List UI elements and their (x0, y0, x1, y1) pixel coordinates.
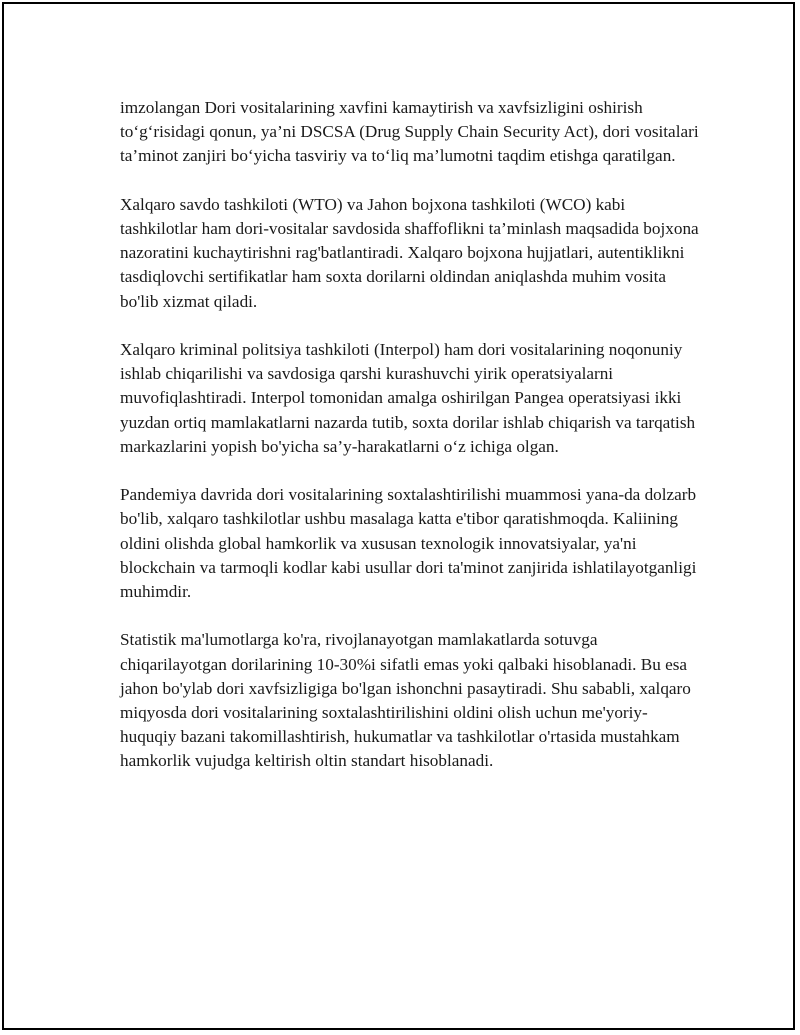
paragraph-dscsa: imzolangan Dori vositalarining xavfini kamaytirish va xavfsizligini oshirish to‘g‘risidagi qonun, ya’ni DSCSA (Drug Supply Chain Security Act), dori vositalari ta’minot zanjiri bo‘yicha tasviriy va to‘liq ma’lumotni taqdim etishga qaratilgan. (120, 98, 699, 166)
paragraph-interpol: Xalqaro kriminal politsiya tashkiloti (Interpol) ham dori vositalarining noqonuniy ishlab chiqarilishi va savdosiga qarshi kurashuvchi yirik operatsiyalarni muvofiqlashtiradi. Interpol tomonidan amalga oshirilgan Pangea operatsiyasi ikki yuzdan ortiq mamlakatlarni nazarda tutib, soxta dorilar ishlab chiqarish va tarqatish markazlarini yopish bo'yicha sa’y-harakatlarni o‘z ichiga olgan. (120, 340, 696, 456)
document-body (120, 96, 700, 798)
page-border (2, 2, 795, 1030)
paragraph-pandemic: Pandemiya davrida dori vositalarining soxtalashtirilishi muammosi yana-da dolzarb bo'lib, xalqaro tashkilotlar ushbu masalaga katta e'tibor qaratishmoqda. Kaliining oldini olishda global hamkorlik va xususan texnologik innovatsiyalar, ya'ni blockchain va tarmoqli kodlar kabi usullar dori ta'minot zanjirida ishlatilayotganligi muhimdir. (120, 485, 697, 602)
paragraph-wto-wco: Xalqaro savdo tashkiloti (WTO) va Jahon bojxona tashkiloti (WCO) kabi tashkilotlar ham dori-vositalar savdosida shaffoflikni ta’minlash maqsadida bojxona nazoratini kuchaytirishni rag'batlantiradi. Xalqaro bojxona hujjatlari, autentiklikni tasdiqlovchi sertifikatlar ham soxta dorilarni oldindan aniqlashda muhim vosita bo'lib xizmat qiladi. (120, 194, 699, 311)
paragraph-statistics: Statistik ma'lumotlarga ko'ra, rivojlanayotgan mamlakatlarda sotuvga chiqarilayotgan dorilarining 10-30%i sifatli emas yoki qalbaki hisoblanadi. Bu esa jahon bo'ylab dori xavfsizligiga bo'lgan ishonchni pasaytiradi. Shu sababli, xalqaro miqyosda dori vositalarining soxtalashtirilishini oldini olish uchun me'yoriy-huquqiy bazani takomillashtirish, hukumatlar va tashkilotlar o'rtasida mustahkam hamkorlik vujudga keltirish oltin standart hisoblanadi. (120, 630, 691, 771)
